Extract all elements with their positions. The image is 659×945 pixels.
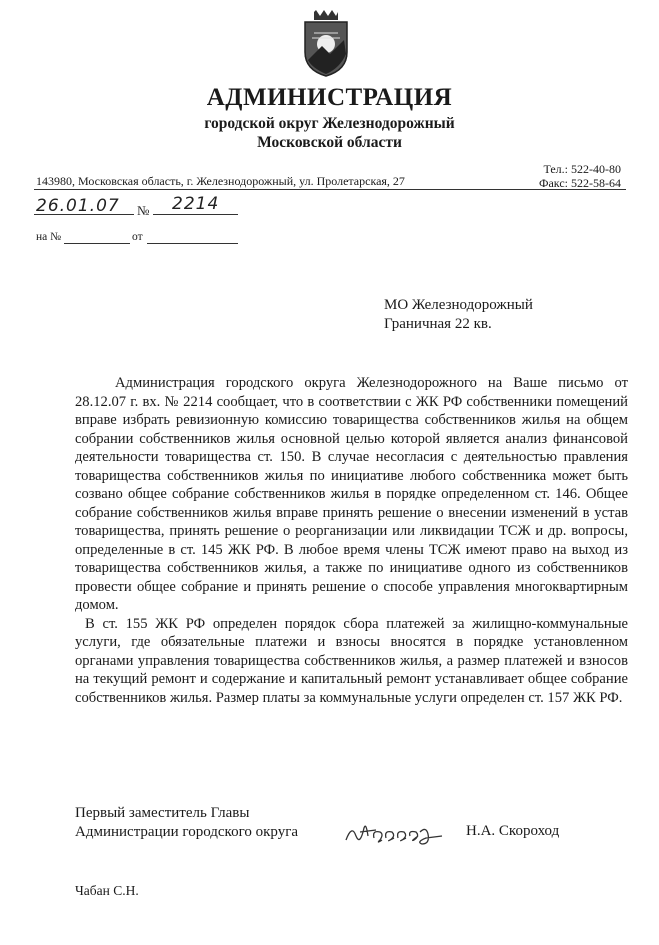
phone-number: Тел.: 522-40-80 bbox=[543, 162, 621, 176]
signer-position-line-2: Администрации городского округа bbox=[75, 824, 299, 840]
organization-subtitle-2: Московской области bbox=[257, 134, 402, 151]
recipient-line-1: МО Железнодорожный bbox=[384, 297, 533, 313]
signer-position bbox=[75, 804, 298, 842]
letter-body bbox=[75, 374, 628, 707]
executor-name: Чабан С.Н. bbox=[75, 883, 139, 898]
organization-address: 143980, Московская область, г. Железнодорожный, ул. Пролетарская, 27 bbox=[36, 174, 405, 188]
signer-position-line-1: Первый заместитель Главы bbox=[75, 805, 250, 821]
recipient-block bbox=[384, 296, 533, 334]
registration-date: 26.01.07 bbox=[36, 196, 120, 216]
body-paragraph-2: В ст. 155 ЖК РФ определен порядок сбора платежей за жилищно-коммунальные услуги, где обязательные платежи и взносы вносятся в порядке установленном органами управления товарищества собственников жилья, а размер платежей и взносов на текущий ремонт и содержание и капитальный ремонт устанавливает общее собрание собственников жилья. Размер платы за коммунальные услуги определен ст. 157 ЖК РФ. bbox=[75, 615, 628, 706]
fax-number: Факс: 522-58-64 bbox=[539, 176, 621, 190]
recipient-line-2: Граничная 22 кв. bbox=[384, 316, 492, 332]
reference-underline bbox=[64, 243, 130, 244]
reference-label: на № bbox=[36, 231, 62, 243]
reference-from-underline bbox=[147, 243, 238, 244]
organization-title: АДМИНИСТРАЦИЯ bbox=[206, 84, 453, 111]
handwritten-signature bbox=[342, 818, 447, 848]
number-underline bbox=[153, 214, 238, 215]
registration-number: 2214 bbox=[172, 194, 220, 214]
reference-from-label: от bbox=[132, 231, 143, 243]
header-divider bbox=[34, 189, 626, 190]
signer-name: Н.А. Скороход bbox=[466, 823, 560, 839]
date-underline bbox=[34, 214, 134, 215]
coat-of-arms-emblem bbox=[300, 8, 352, 78]
organization-subtitle-1: городской округ Железнодорожный bbox=[204, 115, 455, 132]
contacts-block bbox=[539, 162, 621, 190]
number-label: № bbox=[137, 203, 150, 218]
body-paragraph-1: Администрация городского округа Железнодорожного на Ваше письмо от 28.12.07 г. вх. № 2214 сообщает, что в соответствии с ЖК РФ собственники помещений вправе избрать ревизионную комиссию товарищества собственников жилья на общем собрании собственников жилья основной целью которой является анализ финансовой деятельности товарищества ст. 150. В случае несогласия с деятельностью правления товарищества собственников жилья по инициативе любого собственника может быть созвано общее собрание собственников жилья в порядке определенном ст. 146. Общее собрание собственников жилья вправе принять решение о внесении изменений в устав товарищества, принять решение о реорганизации или ликвидации ТСЖ и др. вопросы, определенные в ст. 145 ЖК РФ. В любое время члены ТСЖ имеют право на выход из товарищества собственников жилья, а также по инициативе одного из собственников провести общее собрание и принять решение о способе управления многоквартирным домом. bbox=[75, 375, 628, 613]
